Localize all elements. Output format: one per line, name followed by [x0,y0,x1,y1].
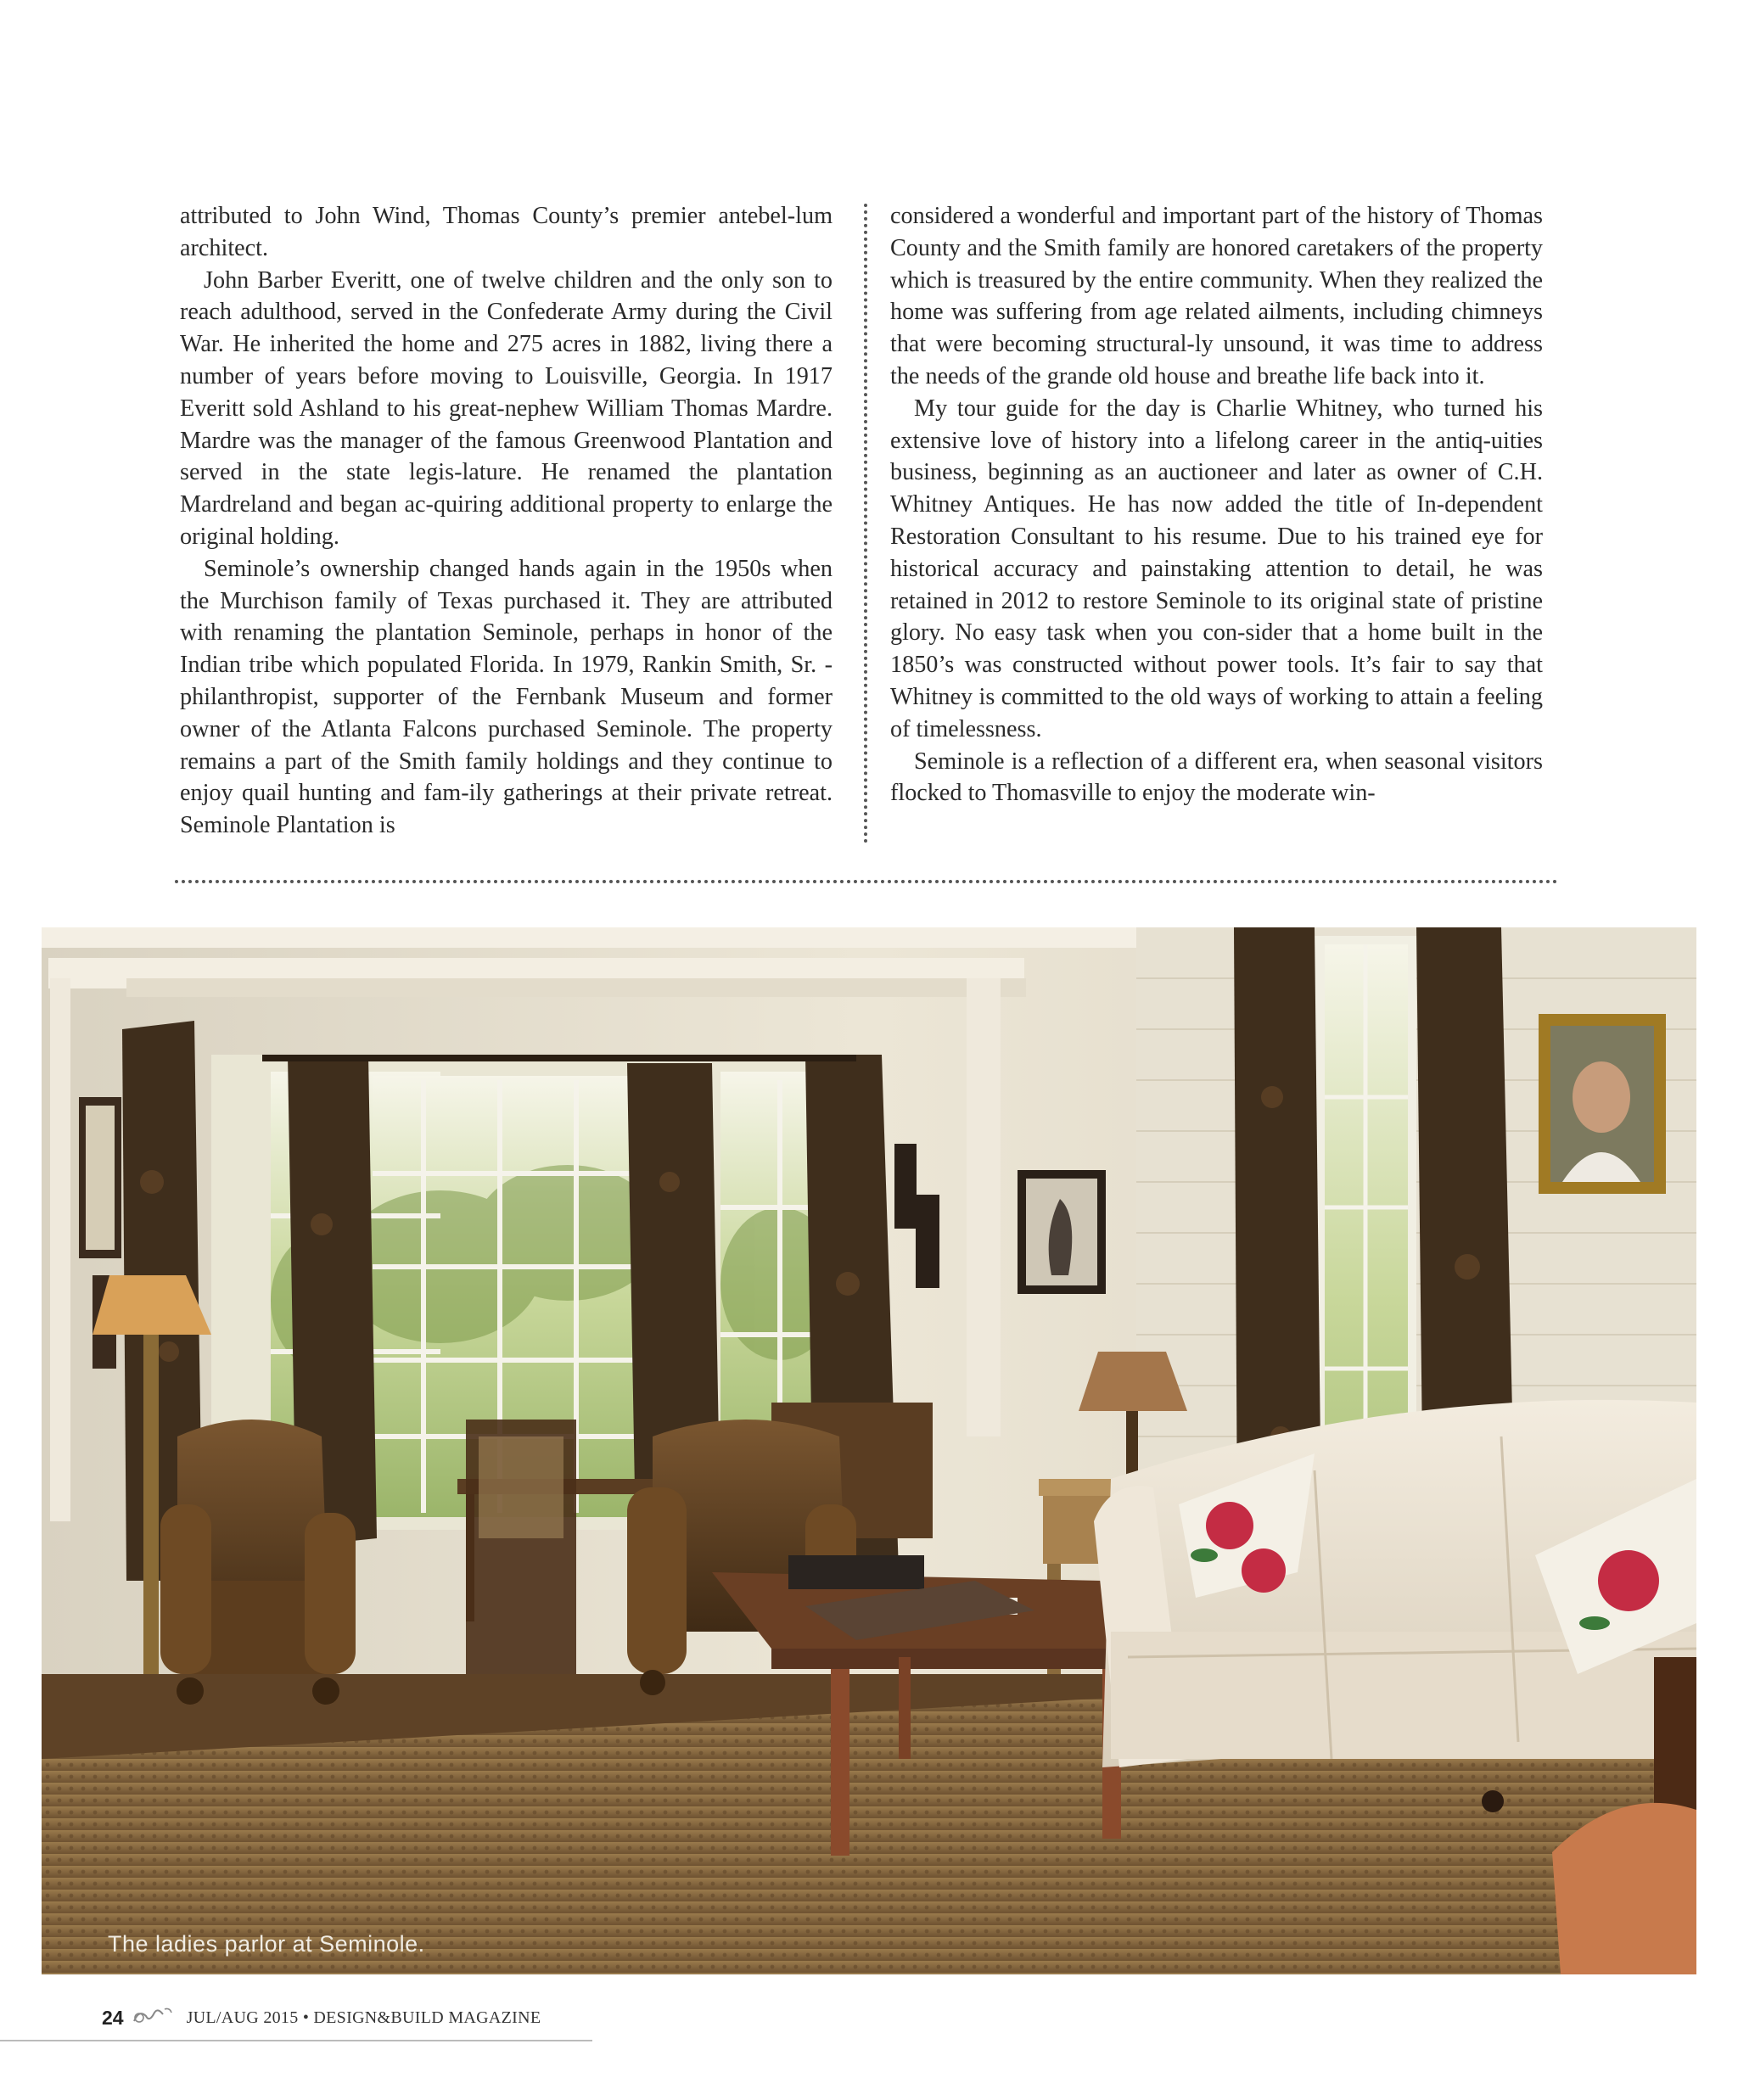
photo-caption: The ladies parlor at Seminole. [108,1931,425,1957]
article-column-right [890,200,1543,809]
article-paragraph: John Barber Everitt, one of twelve children and the only son to reach adulthood, served in the Confederate Army during the Civil War. He inherited the home and 275 acres in 1882, living there a number of years before moving to Louisville, Georgia. In 1917 Everitt sold Ashland to his great-nephew William Thomas Mardre. Mardre was the manager of the famous Greenwood Plantation and served in the state legis-lature. He renamed the plantation Mardreland and began ac-quiring additional property to enlarge the original holding. [180,266,833,550]
article-paragraph: Seminole is a reflection of a different era, when seasonal visitors flocked to Thomasville to enjoy the moderate win- [890,748,1543,807]
page-footer [102,2001,541,2035]
article-column-left [180,200,833,842]
publication-line: JUL/AUG 2015 • DESIGN&BUILD MAGAZINE [186,2008,541,2027]
article-paragraph: My tour guide for the day is Charlie Whitney, who turned his extensive love of history into a lifelong career in the antiq-uities business, beginning as an auctioneer and later as owner of C.H. Whitney Antiques. He has now added the title of In-dependent Restoration Consultant to his resume. Due to his trained eye for historical accuracy and painstaking attention to detail, he was retained in 2012 to restore Seminole to its original state of pristine glory. No easy task when you con-sider that a home built in the 1850’s was constructed without power tools. It’s fair to say that Whitney is committed to the old ways of working to attain a feeling of timelessness. [890,395,1543,742]
design-build-logo-icon [131,2004,175,2032]
section-divider [175,880,1558,883]
column-divider [864,204,867,843]
page-number: 24 [102,2006,124,2029]
parlor-illustration [42,927,1696,1974]
article-paragraph: Seminole’s ownership changed hands again in the 1950s when the Murchison family of Texas purchased it. They are attributed with renaming the plantation Seminole, perhaps in honor of the Indian tribe which populated Florida. In 1979, Rankin Smith, Sr. - philanthropist, supporter of the Fernbank Museum and former owner of the Atlanta Falcons purchased Seminole. The property remains a part of the Smith family holdings and they continue to enjoy quail hunting and fam-ily gatherings at their private retreat. Seminole Plantation is [180,555,833,839]
parlor-photo [42,927,1696,1974]
article-paragraph: attributed to John Wind, Thomas County’s premier antebel-lum architect. [180,203,833,261]
article-paragraph: considered a wonderful and important part of the history of Thomas County and the Smith family are honored caretakers of the property which is treasured by the entire community. When they realized the home was suffering from age related ailments, including chimneys that were becoming structural-ly unsound, it was time to address the needs of the grande old house and breathe life back into it. [890,203,1543,389]
footer-rule [0,2040,592,2041]
article-columns [180,200,1550,847]
